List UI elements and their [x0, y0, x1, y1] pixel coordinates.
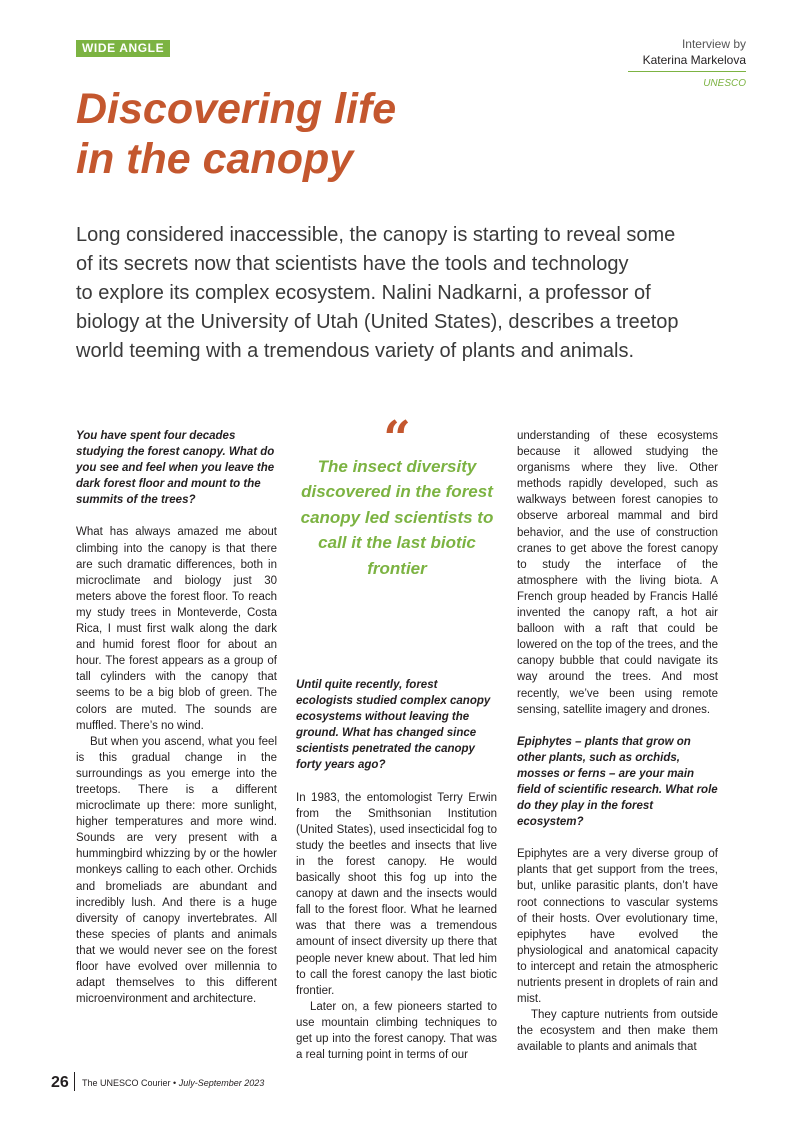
answer-2-paragraph-2-continued: understanding of these ecosystems because it allowed studying the organisms where they live. Other methods rapidly developed, such as walkways between forest canopies to observe arboreal mammal and bird behavior, and the use of construction cranes to get above the forest canopy to study the interface of the atmosphere with the living biota. A French group headed by Francis Hallé invented the canopy raft, a hot air balloon with a raft that could be lowered on the top of the trees, and the canopy bubble that could navigate its way around the trees. And most recently, we’ve been using remote sensing, satellite imagery and drones.	[517, 430, 718, 716]
article-lede	[76, 221, 716, 366]
quote-mark-icon: “	[383, 411, 411, 467]
question-2: Until quite recently, forest ecologists studied complex canopy ecosystems without leaving the ground. What has changed since scientists penetrated the canopy forty years ago?	[296, 679, 491, 772]
lede-line-5: world teeming with a tremendous variety of plants and animals.	[76, 340, 635, 362]
lede-line-2: of its secrets now that scientists have the tools and technology	[76, 253, 629, 275]
answer-1-paragraph-2: But when you ascend, what you feel is this gradual change in the surroundings as you emerge into the treetops. There is a different microclimate up there: more sunlight, higher temperatures and more wind. Sounds are very present with a hummingbird whizzing by or the howler monkeys calling to each other. Orchids and bromeliads are abundant and incredibly lush. And there is a huge diversity of canopy invertebrates. All these species of plants and animals that we would never see on the forest floor have evolved over millennia to adapt themselves to this different microenvironment and architecture.	[76, 735, 277, 1006]
lede-line-4: biology at the University of Utah (United States), describes a treetop	[76, 311, 679, 333]
column-1	[76, 428, 277, 1007]
title-line-2: in the canopy	[76, 135, 354, 183]
question-3: Epiphytes – plants that grow on other plants, such as orchids, mosses or ferns – are your main field of scientific research. What role do they play in the forest ecosystem?	[517, 735, 718, 829]
page-number: 26	[51, 1074, 69, 1091]
title-line-1: Discovering life	[76, 85, 397, 133]
byline-role: Interview by	[681, 37, 746, 51]
article-title	[76, 84, 636, 184]
pull-quote	[298, 411, 496, 581]
byline-divider	[628, 71, 746, 72]
answer-2-paragraph-2: Later on, a few pioneers started to use mountain climbing techniques to get up into the forest canopy. That was a real turning point in terms of our	[296, 1000, 497, 1062]
lede-line-1: Long considered inaccessible, the canopy is starting to reveal some	[76, 224, 676, 246]
pull-quote-text: The insect diversity discovered in the forest canopy led scientists to call it the last biotic frontier	[300, 457, 494, 578]
question-1: You have spent four decades studying the forest canopy. What do you see and feel when you leave the dark forest floor and mount to the summits of the trees?	[76, 430, 275, 507]
lede-line-3: to explore its complex ecosystem. Nalini Nadkarni, a professor of	[76, 282, 651, 304]
byline-name: Katerina Markelova	[642, 53, 746, 67]
issue-date: July-September 2023	[178, 1078, 265, 1088]
byline-organization: UNESCO	[703, 78, 746, 89]
footer-publication	[82, 1078, 264, 1088]
section-tag: WIDE ANGLE	[76, 40, 170, 57]
answer-3-paragraph-2: They capture nutrients from outside the ecosystem and then make them available to plants and animals that	[517, 1009, 718, 1054]
publication-name: The UNESCO Courier •	[82, 1078, 177, 1088]
column-3	[517, 428, 718, 1055]
answer-3-paragraph-1: Epiphytes are a very diverse group of plants that get support from the trees, but, unlike parasitic plants, don’t have root connections to vascular systems of their hosts. Over evolutionary time, epiphytes have evolved the physiological and anatomical capacity to intercept and retain the atmospheric nutrients present in droplets of rain and mist.	[517, 848, 718, 1006]
footer-divider	[74, 1072, 75, 1091]
answer-2-paragraph-1: In 1983, the entomologist Terry Erwin from the Smithsonian Institution (United States), used insecticidal fog to study the beetles and insects that live in the forest canopy. He would basically shoot this fog up into the canopy at dawn and the insects would fall to the forest floor. What he learned was that there was a tremendous amount of insect diversity up there that people never knew about. That led him to call the forest canopy the last biotic frontier.	[296, 791, 497, 997]
answer-1-paragraph-1: What has always amazed me about climbing into the canopy is that there are such dramatic differences, both in microclimate and biology just 30 meters above the forest floor. To reach my study trees in Monteverde, Costa Rica, I must first walk along the dark and humid forest floor for about an hour. The forest appears as a group of tall cylinders with the canopy that seems to be a big blob of green. The colors are muted. The sounds are muffled. There’s no wind.	[76, 526, 277, 732]
column-2	[296, 677, 497, 1063]
